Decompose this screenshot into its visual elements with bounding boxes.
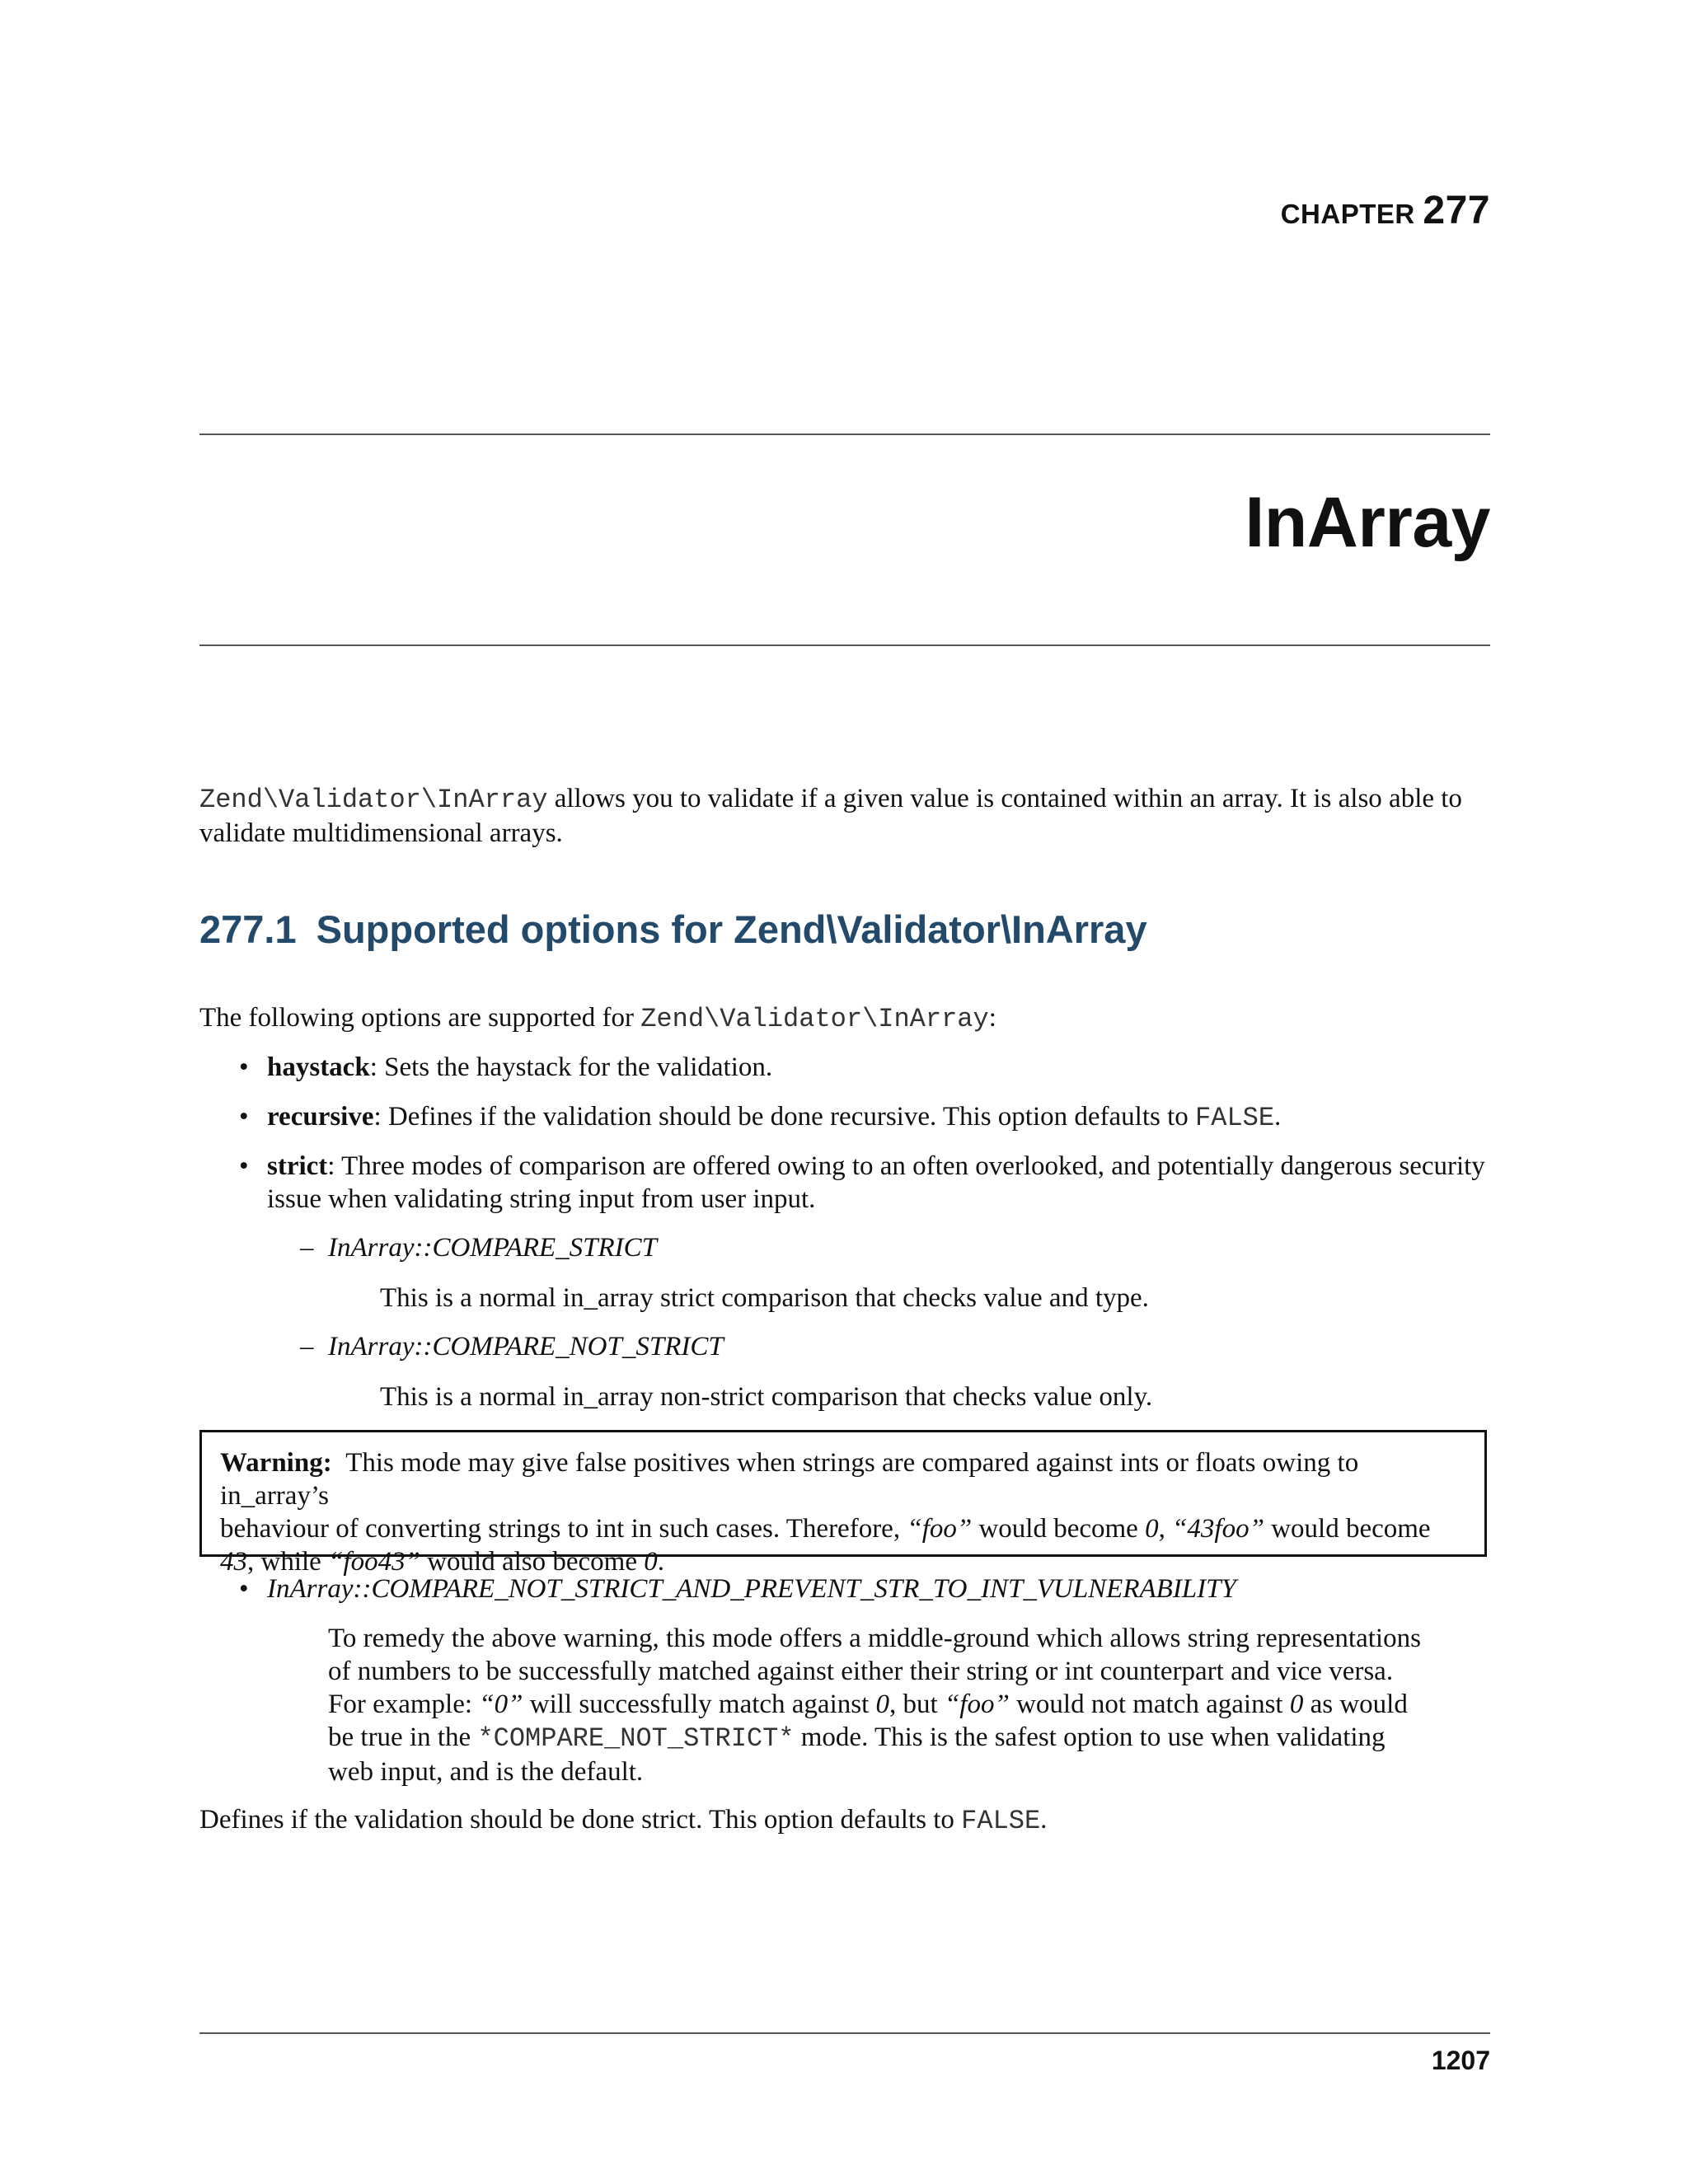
mode3-line3d: would not match against <box>1009 1690 1290 1719</box>
warning-43: 43 <box>220 1547 247 1577</box>
closing-code: FALSE <box>961 1806 1041 1836</box>
bullet-icon: • <box>239 1052 249 1082</box>
intro-class-name: Zend\Validator\InArray <box>199 785 548 815</box>
bullet-icon: • <box>239 1151 249 1181</box>
section-title: Supported options for Zend\Validator\InArray <box>316 907 1147 951</box>
mode3-qfoo: “foo” <box>944 1690 1010 1719</box>
bullet-icon: • <box>239 1102 249 1132</box>
chapter-word: CHAPTER <box>1280 199 1415 229</box>
footer-rule <box>199 2032 1490 2034</box>
warning-zero2: 0 <box>644 1547 658 1577</box>
closing-paragraph <box>199 1803 1490 1838</box>
option-text: : Sets the haystack for the validation. <box>369 1052 773 1082</box>
closing-end: . <box>1040 1805 1048 1835</box>
mode3-line5: web input, and is the default. <box>328 1757 644 1787</box>
warning-zero: 0 <box>1145 1514 1159 1544</box>
mode3-z1: 0 <box>875 1690 890 1719</box>
mode-name: InArray::COMPARE_NOT_STRICT_AND_PREVENT_STR_TO_INT_VULNERABILITY <box>267 1574 1236 1604</box>
warning-line3c: . <box>657 1547 664 1577</box>
options-intro-end: : <box>988 1003 996 1033</box>
chapter-number: 277 <box>1423 189 1490 232</box>
mode-name: InArray::COMPARE_STRICT <box>328 1233 658 1263</box>
mode3-line3a: For example: <box>328 1690 480 1719</box>
warning-box <box>199 1430 1487 1577</box>
mode-description: This is a normal in_array non-strict comparison that checks value only. <box>380 1382 1153 1412</box>
option-name: haystack <box>267 1052 370 1082</box>
mode3-line3c: , but <box>889 1690 945 1719</box>
mode3-code: *COMPARE_NOT_STRICT* <box>477 1723 795 1754</box>
warning-line1: This mode may give false positives when strings are compared against ints or floats owing to in_array’s <box>220 1448 1359 1511</box>
intro-paragraph <box>199 782 1490 850</box>
option-strict <box>239 1150 1490 1216</box>
warning-foo43: “foo43” <box>328 1547 420 1577</box>
closing-text: Defines if the validation should be done strict. This option defaults to <box>199 1805 962 1835</box>
option-text-line1: : Three modes of comparison are offered owing to an often overlooked, and potentially dangerous security <box>327 1151 1485 1181</box>
option-name: recursive <box>267 1102 374 1132</box>
warning-foo: “foo” <box>907 1514 973 1544</box>
option-end: . <box>1274 1102 1282 1132</box>
mode3-q0: “0” <box>479 1690 523 1719</box>
option-name: strict <box>267 1151 328 1181</box>
options-intro <box>199 1001 1490 1036</box>
section-heading <box>199 907 1147 952</box>
warning-line2b: would become <box>972 1514 1146 1544</box>
dash-icon: – <box>300 1332 314 1361</box>
option-haystack <box>239 1051 1490 1084</box>
mode3-line3e: as would <box>1303 1690 1408 1719</box>
option-text-line2: issue when validating string input from user input. <box>267 1184 816 1214</box>
title-top-rule <box>199 434 1490 435</box>
mode-description <box>328 1622 1431 1788</box>
section-number: 277.1 <box>199 907 297 951</box>
mode-compare-not-strict <box>300 1330 724 1363</box>
mode3-line4b: mode. This is the safest option to use when validating <box>794 1722 1386 1752</box>
page-number: 1207 <box>1431 2046 1490 2075</box>
intro-text-line2: validate multidimensional arrays. <box>199 818 563 848</box>
option-text: : Defines if the validation should be done recursive. This option defaults to <box>373 1102 1196 1132</box>
mode-description: This is a normal in_array strict comparison that checks value and type. <box>380 1283 1149 1313</box>
mode3-line3b: will successfully match against <box>523 1690 876 1719</box>
page-title: InArray <box>1245 483 1490 562</box>
intro-text-line1: allows you to validate if a given value is contained within an array. It is also able to <box>547 784 1462 813</box>
title-bottom-rule <box>199 644 1490 646</box>
bullet-icon: • <box>239 1574 249 1604</box>
mode-prevent-str-to-int <box>239 1572 1490 1605</box>
warning-line2a: behaviour of converting strings to int in such cases. Therefore, <box>220 1514 907 1544</box>
mode3-z2: 0 <box>1289 1690 1304 1719</box>
options-intro-text: The following options are supported for <box>199 1003 641 1033</box>
option-code: FALSE <box>1195 1103 1275 1133</box>
mode3-line4a: be true in the <box>328 1722 478 1752</box>
warning-line3a: , while <box>247 1547 329 1577</box>
options-intro-class: Zend\Validator\InArray <box>640 1004 989 1034</box>
warning-comma: , <box>1158 1514 1173 1544</box>
chapter-label <box>1281 188 1490 233</box>
dash-icon: – <box>300 1233 314 1263</box>
mode3-line1: To remedy the above warning, this mode offers a middle-ground which allows string representations <box>328 1624 1421 1653</box>
warning-label: Warning: <box>220 1448 332 1478</box>
warning-43foo: “43foo” <box>1172 1514 1264 1544</box>
mode3-line2: of numbers to be successfully matched against either their string or int counterpart and vice versa. <box>328 1657 1394 1686</box>
warning-line2c: would become <box>1264 1514 1431 1544</box>
mode-compare-strict <box>300 1231 658 1264</box>
mode-name: InArray::COMPARE_NOT_STRICT <box>328 1332 724 1361</box>
option-recursive <box>239 1100 1490 1135</box>
warning-line3b: would also become <box>420 1547 645 1577</box>
